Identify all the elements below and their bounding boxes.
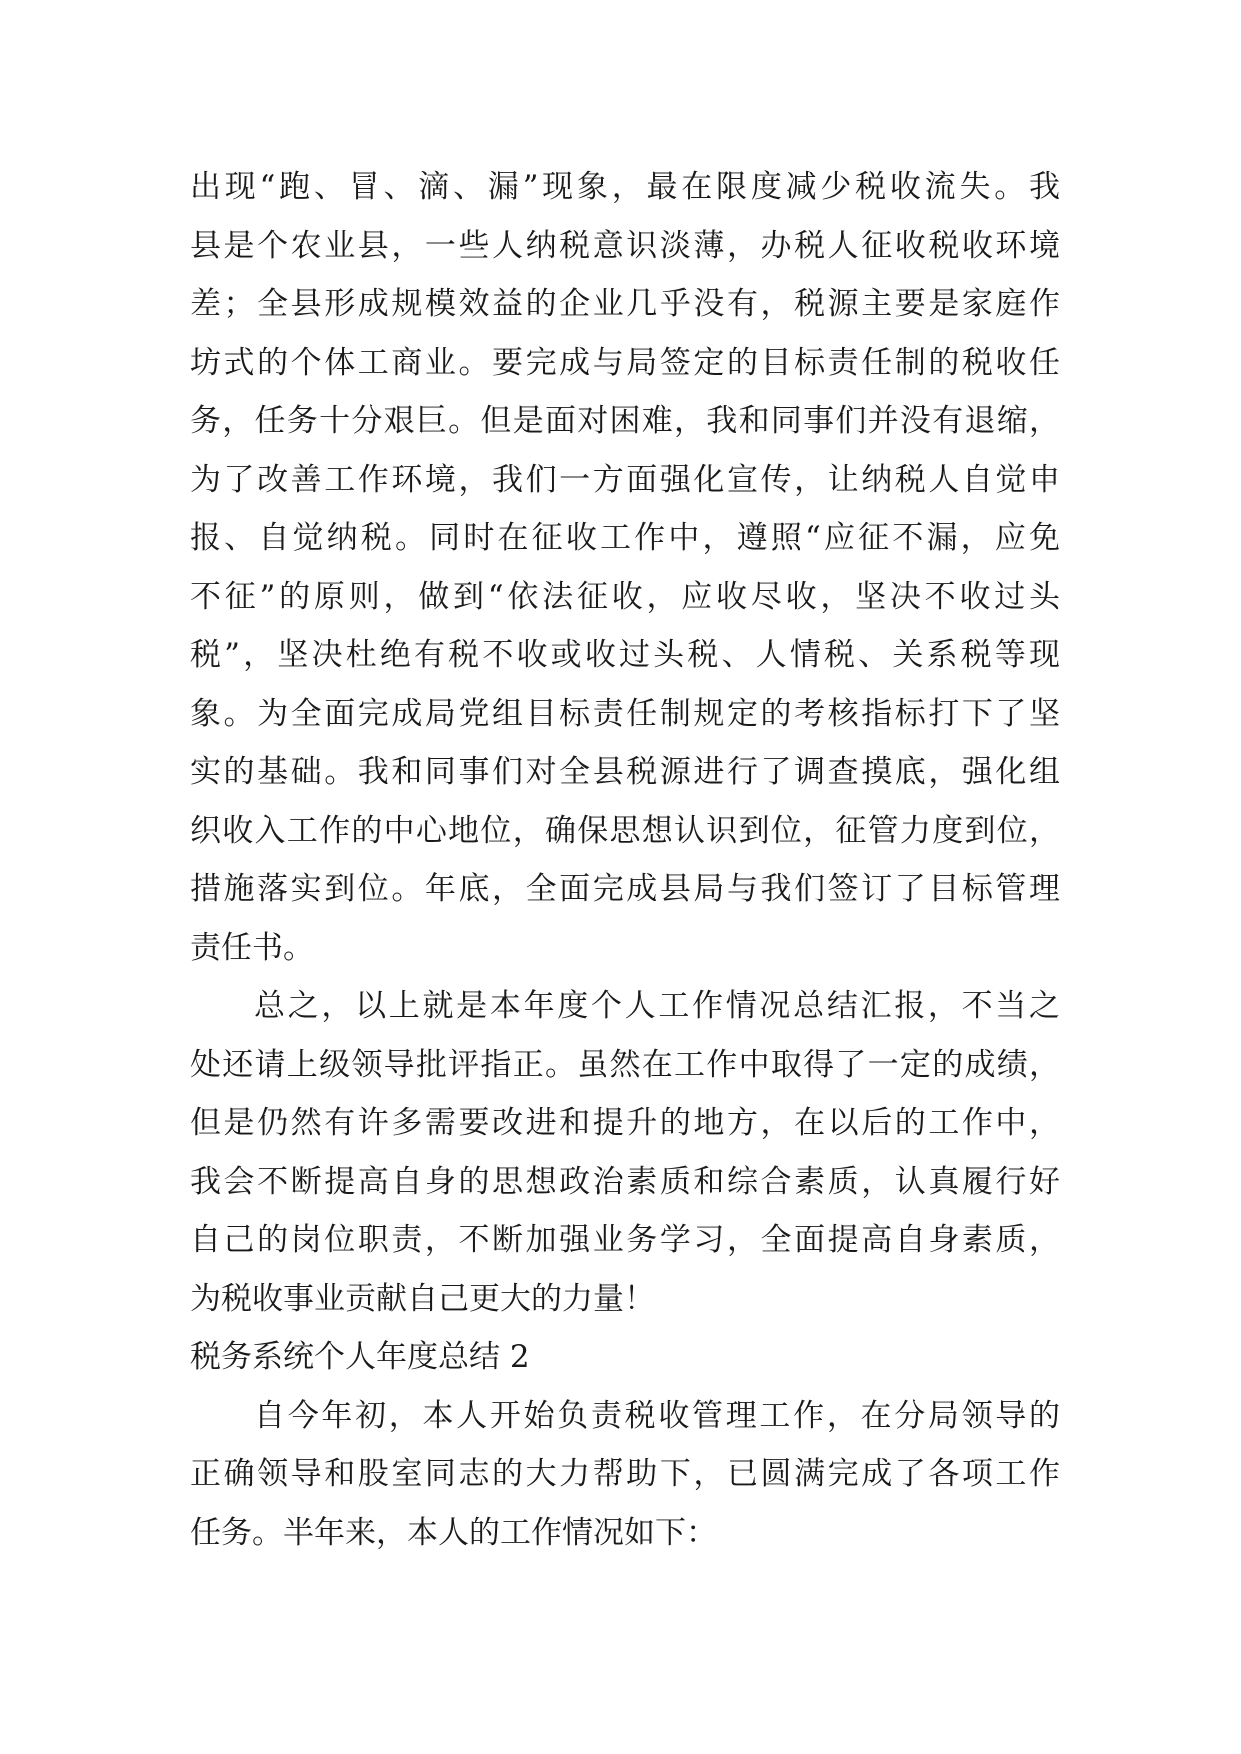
- text-line: 为了改善工作环境，我们一方面强化宣传，让纳税人自觉申: [190, 461, 1060, 498]
- text-line: 措施落实到位。年底，全面完成县局与我们签订了目标管理: [190, 871, 1060, 907]
- text-line: 税”，坚决杜绝有税不收或收过头税、人情税、关系税等现: [190, 637, 1060, 673]
- document-body: [190, 158, 1060, 1562]
- section-heading: 税务系统个人年度总结 2: [190, 1339, 530, 1375]
- text-line: 象。为全面完成局党组目标责任制规定的考核指标打下了坚: [190, 695, 1060, 732]
- text-line: 坊式的个体工商业。要完成与局签定的目标责任制的税收任: [190, 344, 1060, 381]
- text-line: 总之，以上就是本年度个人工作情况总结汇报，不当之: [254, 988, 1060, 1024]
- text-line: 任务。半年来，本人的工作情况如下：: [190, 1514, 717, 1551]
- text-line: 自己的岗位职责，不断加强业务学习，全面提高自身素质，: [190, 1222, 1060, 1258]
- text-line: 自今年初，本人开始负责税收管理工作，在分局领导的: [254, 1397, 1060, 1434]
- text-line: 出现“跑、冒、滴、漏”现象，最在限度减少税收流失。我: [190, 169, 1060, 205]
- paragraph-2: [190, 977, 1060, 1328]
- text-line: 实的基础。我和同事们对全县税源进行了调查摸底，强化组: [190, 754, 1060, 790]
- text-line: 差；全县形成规模效益的企业几乎没有，税源主要是家庭作: [190, 286, 1060, 322]
- text-line: 报、自觉纳税。同时在征收工作中，遵照“应征不漏，应免: [190, 520, 1060, 556]
- text-line: 不征”的原则，做到“依法征收，应收尽收，坚决不收过头: [190, 578, 1060, 615]
- text-line: 责任书。: [190, 929, 314, 966]
- text-line: 织收入工作的中心地位，确保思想认识到位，征管力度到位，: [190, 812, 1060, 849]
- paragraph-1: [190, 158, 1060, 977]
- text-line: 我会不断提高自身的思想政治素质和综合素质，认真履行好: [190, 1163, 1060, 1200]
- text-line: 但是仍然有许多需要改进和提升的地方，在以后的工作中，: [190, 1105, 1060, 1141]
- text-line: 为税收事业贡献自己更大的力量！: [190, 1280, 655, 1317]
- paragraph-3: [190, 1387, 1060, 1563]
- text-line: 正确领导和股室同志的大力帮助下，已圆满完成了各项工作: [190, 1456, 1060, 1492]
- text-line: 县是个农业县，一些人纳税意识淡薄，办税人征收税收环境: [190, 227, 1060, 264]
- text-line: 务，任务十分艰巨。但是面对困难，我和同事们并没有退缩，: [190, 403, 1060, 439]
- text-line: 处还请上级领导批评指正。虽然在工作中取得了一定的成绩，: [190, 1046, 1060, 1083]
